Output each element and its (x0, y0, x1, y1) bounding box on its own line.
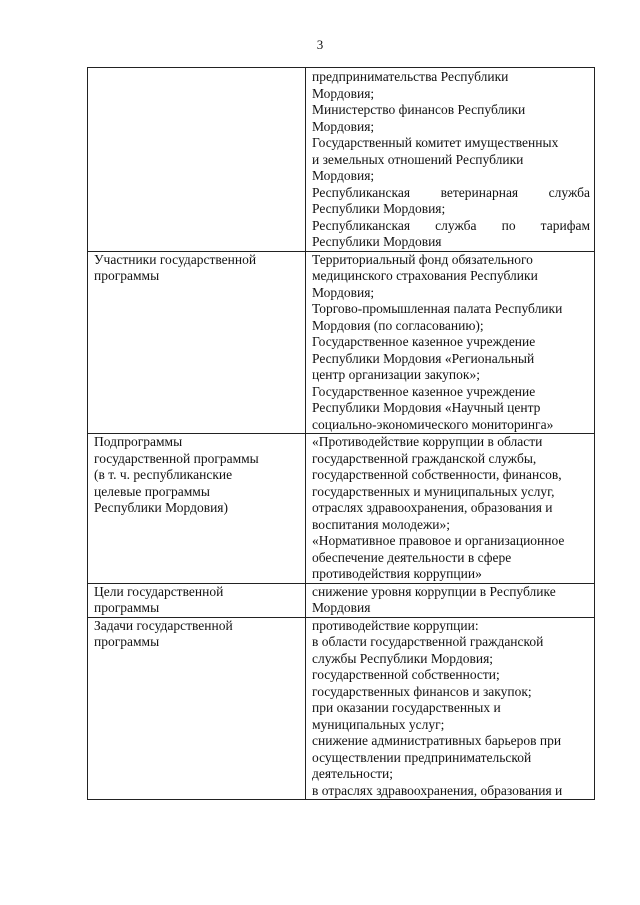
value-line: Республики Мордовия (312, 234, 442, 249)
value-line: Мордовия (312, 600, 371, 615)
table-cell-value (306, 617, 595, 800)
value-line: Республиканская ветеринарная служба (312, 184, 590, 200)
value-line: Республиканская служба по тарифам (312, 217, 590, 233)
value-line: отраслях здравоохранения, образования и (312, 500, 553, 515)
table-cell-label (88, 68, 306, 252)
value-line: Республики Мордовия; (312, 201, 446, 216)
table-cell-label (88, 583, 306, 617)
value-line: противодействия коррупции» (312, 566, 482, 581)
label-line: Подпрограммы (94, 434, 183, 449)
label-line: Республики Мордовия) (94, 500, 229, 515)
value-line: Министерство финансов Республики (312, 102, 526, 117)
table-row-subprograms (88, 434, 595, 584)
value-line: Торгово-промышленная палата Республики (312, 301, 563, 316)
table-body (88, 68, 595, 800)
value-line: «Нормативное правовое и организационное (312, 533, 565, 548)
value-line: Республики Мордовия «Региональный (312, 350, 535, 366)
value-line: государственной собственности, финансов, (312, 467, 562, 482)
program-passport-table (87, 67, 595, 800)
value-line: «Противодействие коррупции в области (312, 434, 543, 449)
label-line: Задачи государственной (94, 617, 233, 633)
value-line: государственной гражданской службы, (312, 450, 537, 466)
table-cell-value (306, 68, 595, 252)
value-line: воспитания молодежи»; (312, 516, 451, 532)
label-line: (в т. ч. республиканские (94, 467, 233, 482)
value-line: социально-экономического мониторинга» (312, 416, 554, 432)
label-line: программы (94, 600, 160, 615)
value-line: Мордовия (по согласованию); (312, 317, 484, 333)
label-line: государственной программы (94, 450, 259, 466)
table-cell-value (306, 434, 595, 584)
table-row-participants (88, 251, 595, 434)
value-line: службы Республики Мордовия; (312, 650, 494, 666)
page-number: 3 (316, 37, 324, 52)
label-line: целевые программы (94, 483, 210, 499)
table-row-tasks (88, 617, 595, 800)
value-line: в отраслях здравоохранения, образования и (312, 782, 563, 798)
value-line: Мордовия; (312, 284, 375, 300)
value-line: обеспечение деятельности в сфере (312, 549, 512, 565)
value-line: Республики Мордовия «Научный центр (312, 400, 541, 415)
value-line: противодействие коррупции: (312, 617, 479, 633)
label-line: Участники государственной (94, 251, 257, 267)
label-line: программы (94, 268, 160, 283)
table-cell-label (88, 617, 306, 800)
value-line: Государственный комитет имущественных (312, 135, 559, 150)
table-row-executors-continued (88, 68, 595, 252)
label-line: программы (94, 634, 160, 649)
value-line: при оказании государственных и (312, 700, 501, 715)
value-line: снижение административных барьеров при (312, 733, 562, 748)
table-row-goals (88, 583, 595, 617)
value-line: снижение уровня коррупции в Республике (312, 583, 556, 599)
value-line: в области государственной гражданской (312, 634, 544, 649)
value-line: Мордовия; (312, 168, 375, 183)
value-line: предпринимательства Республики (312, 69, 509, 84)
value-line: Государственное казенное учреждение (312, 383, 536, 399)
table-cell-value (306, 583, 595, 617)
table-cell-label (88, 251, 306, 434)
value-line: деятельности; (312, 766, 394, 781)
label-line: Цели государственной (94, 583, 224, 599)
value-line: осуществлении предпринимательской (312, 749, 532, 765)
value-line: муниципальных услуг; (312, 716, 445, 732)
value-line: медицинского страхования Республики (312, 268, 538, 283)
value-line: Мордовия; (312, 85, 375, 101)
value-line: Государственное казенное учреждение (312, 334, 536, 349)
value-line: государственных и муниципальных услуг, (312, 483, 555, 499)
value-line: государственной собственности; (312, 667, 500, 682)
table-cell-value (306, 251, 595, 434)
value-line: центр организации закупок»; (312, 367, 480, 382)
value-line: Территориальный фонд обязательного (312, 251, 533, 267)
value-line: Мордовия; (312, 118, 375, 134)
value-line: государственных финансов и закупок; (312, 683, 532, 699)
value-line: и земельных отношений Республики (312, 151, 524, 167)
table-cell-label (88, 434, 306, 584)
